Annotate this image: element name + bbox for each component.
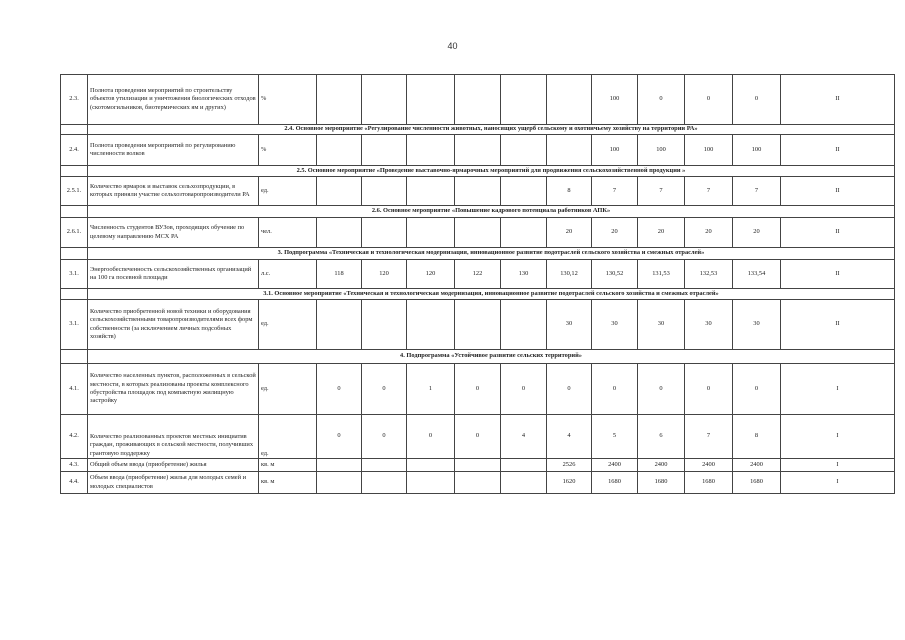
value-cell [362, 472, 407, 494]
indicator-name: Объем ввода (приобретение) жилья для молодых семей и молодых специалистов [88, 472, 259, 494]
value-cell [501, 75, 547, 125]
stage-cell: II [781, 75, 895, 125]
indicator-name: Количество реализованных проектов местных инициатив граждан, проживающих в сельской местности, получивших грантовую поддержку [88, 415, 259, 459]
value-cell: 0 [407, 415, 455, 459]
section-header-row [61, 289, 895, 300]
value-cell [455, 75, 501, 125]
value-cell: 7 [733, 177, 781, 206]
value-cell: 100 [733, 135, 781, 166]
section-title: 2.6. Основное мероприятие «Повышение кадрового потенциала работников АПК» [88, 206, 895, 218]
section-num-cell [61, 166, 88, 177]
value-cell: 0 [362, 415, 407, 459]
table-row [61, 218, 895, 248]
value-cell: 7 [685, 177, 733, 206]
value-cell: 30 [638, 300, 685, 350]
value-cell [407, 75, 455, 125]
section-num-cell [61, 125, 88, 135]
value-cell [407, 135, 455, 166]
stage-cell: II [781, 260, 895, 289]
section-num-cell [61, 289, 88, 300]
unit-cell: кв. м [259, 472, 317, 494]
value-cell: 0 [733, 75, 781, 125]
section-header-row [61, 350, 895, 364]
value-cell: 0 [362, 364, 407, 415]
value-cell: 130,12 [547, 260, 592, 289]
value-cell: 30 [592, 300, 638, 350]
value-cell: 118 [317, 260, 362, 289]
value-cell [362, 300, 407, 350]
value-cell [455, 459, 501, 472]
indicator-name: Энергообеспеченность сельскохозяйственных организаций на 100 га посевной площади [88, 260, 259, 289]
value-cell [362, 135, 407, 166]
value-cell: 0 [592, 364, 638, 415]
table-row [61, 260, 895, 289]
unit-cell: кв. м [259, 459, 317, 472]
value-cell: 1680 [638, 472, 685, 494]
value-cell: 20 [685, 218, 733, 248]
stage-cell: II [781, 135, 895, 166]
indicator-name: Количество ярмарок и выставок сельхозпродукции, в которых приняли участие сельхозтоваропроизводители РА [88, 177, 259, 206]
unit-cell: ед. [259, 177, 317, 206]
table-row [61, 300, 895, 350]
value-cell: 30 [547, 300, 592, 350]
value-cell [455, 472, 501, 494]
value-cell: 133,54 [733, 260, 781, 289]
value-cell: 7 [685, 415, 733, 459]
value-cell: 4 [501, 415, 547, 459]
value-cell [407, 459, 455, 472]
value-cell [317, 75, 362, 125]
value-cell: 130 [501, 260, 547, 289]
value-cell: 120 [407, 260, 455, 289]
table-row [61, 459, 895, 472]
value-cell: 8 [733, 415, 781, 459]
row-number: 4.4. [61, 472, 88, 494]
section-title: 3.1. Основное мероприятие «Техническая и технологическая модернизация, инновационное развитие подотраслей сельского хозяйства и смежных отраслей» [88, 289, 895, 300]
value-cell [407, 300, 455, 350]
value-cell: 20 [547, 218, 592, 248]
value-cell [317, 218, 362, 248]
table-row [61, 472, 895, 494]
value-cell: 100 [638, 135, 685, 166]
value-cell [362, 75, 407, 125]
section-num-cell [61, 350, 88, 364]
value-cell: 2400 [638, 459, 685, 472]
value-cell: 20 [733, 218, 781, 248]
value-cell: 0 [455, 415, 501, 459]
row-number: 3.1. [61, 300, 88, 350]
unit-cell: ед. [259, 415, 317, 459]
value-cell: 1680 [733, 472, 781, 494]
value-cell [317, 472, 362, 494]
value-cell: 100 [592, 75, 638, 125]
value-cell [362, 459, 407, 472]
section-header-row [61, 206, 895, 218]
indicator-name: Полнота проведения мероприятий по регулированию численности волков [88, 135, 259, 166]
row-number: 4.3. [61, 459, 88, 472]
section-title: 4. Подпрограмма «Устойчивое развитие сельских территорий» [88, 350, 895, 364]
table-row [61, 177, 895, 206]
unit-cell: л.с. [259, 260, 317, 289]
value-cell: 0 [317, 364, 362, 415]
value-cell: 2400 [592, 459, 638, 472]
value-cell: 4 [547, 415, 592, 459]
value-cell: 130,52 [592, 260, 638, 289]
value-cell [407, 218, 455, 248]
page-number: 40 [447, 41, 458, 51]
row-number: 2.3. [61, 75, 88, 125]
value-cell: 0 [638, 75, 685, 125]
value-cell [501, 218, 547, 248]
section-num-cell [61, 206, 88, 218]
indicators-table [60, 74, 895, 494]
value-cell [317, 177, 362, 206]
value-cell [547, 75, 592, 125]
section-header-row [61, 248, 895, 260]
value-cell: 0 [685, 75, 733, 125]
value-cell [501, 459, 547, 472]
value-cell: 0 [685, 364, 733, 415]
value-cell: 0 [638, 364, 685, 415]
value-cell: 20 [638, 218, 685, 248]
row-number: 4.2. [61, 415, 88, 459]
indicator-name: Количество приобретенной новой техники и оборудования сельскохозяйственными товаропроизводителями всех форм собственности (за исключением личных подсобных хозяйств) [88, 300, 259, 350]
unit-cell: чел. [259, 218, 317, 248]
section-header-row [61, 166, 895, 177]
table-row [61, 135, 895, 166]
section-header-row [61, 125, 895, 135]
value-cell: 120 [362, 260, 407, 289]
stage-cell: I [781, 472, 895, 494]
unit-cell: ед. [259, 300, 317, 350]
section-title: 2.4. Основное мероприятие «Регулирование численности животных, наносящих ущерб сельскому и охотничьему хозяйству на территории РА» [88, 125, 895, 135]
value-cell: 100 [685, 135, 733, 166]
row-number: 2.6.1. [61, 218, 88, 248]
value-cell [455, 135, 501, 166]
value-cell: 0 [455, 364, 501, 415]
value-cell [362, 177, 407, 206]
value-cell: 7 [638, 177, 685, 206]
value-cell: 0 [317, 415, 362, 459]
value-cell: 6 [638, 415, 685, 459]
value-cell: 1 [407, 364, 455, 415]
value-cell: 1680 [685, 472, 733, 494]
value-cell [501, 300, 547, 350]
table-row [61, 75, 895, 125]
stage-cell: I [781, 415, 895, 459]
value-cell [501, 135, 547, 166]
value-cell: 20 [592, 218, 638, 248]
value-cell: 0 [501, 364, 547, 415]
row-number: 2.4. [61, 135, 88, 166]
value-cell: 2526 [547, 459, 592, 472]
value-cell: 30 [685, 300, 733, 350]
value-cell: 8 [547, 177, 592, 206]
indicator-name: Общий объем ввода (приобретение) жилья [88, 459, 259, 472]
value-cell [455, 300, 501, 350]
table-body [61, 75, 895, 494]
value-cell: 2400 [685, 459, 733, 472]
value-cell: 122 [455, 260, 501, 289]
row-number: 4.1. [61, 364, 88, 415]
row-number: 2.5.1. [61, 177, 88, 206]
stage-cell: I [781, 364, 895, 415]
value-cell: 5 [592, 415, 638, 459]
section-title: 3. Подпрограмма «Техническая и технологическая модернизация, инновационное развитие подотраслей сельского хозяйства и смежных отраслей» [88, 248, 895, 260]
stage-cell: I [781, 459, 895, 472]
value-cell: 0 [733, 364, 781, 415]
value-cell [501, 177, 547, 206]
table-row [61, 364, 895, 415]
value-cell: 1620 [547, 472, 592, 494]
table-row [61, 415, 895, 459]
value-cell: 2400 [733, 459, 781, 472]
value-cell [407, 177, 455, 206]
value-cell: 1680 [592, 472, 638, 494]
value-cell [317, 300, 362, 350]
value-cell [501, 472, 547, 494]
stage-cell: II [781, 218, 895, 248]
value-cell [407, 472, 455, 494]
value-cell: 100 [592, 135, 638, 166]
stage-cell: II [781, 300, 895, 350]
indicator-name: Полнота проведения мероприятий по строительству объектов утилизации и уничтожения биологических отходов (скотомогильников, биотермических ям и других) [88, 75, 259, 125]
section-num-cell [61, 248, 88, 260]
section-title: 2.5. Основное мероприятие «Проведение выставочно-ярмарочных мероприятий для продвижения сельскохозяйственной продукции » [88, 166, 895, 177]
value-cell: 132,53 [685, 260, 733, 289]
value-cell [317, 459, 362, 472]
stage-cell: II [781, 177, 895, 206]
unit-cell: % [259, 135, 317, 166]
unit-cell: % [259, 75, 317, 125]
value-cell [455, 177, 501, 206]
value-cell [317, 135, 362, 166]
value-cell [547, 135, 592, 166]
indicator-name: Количество населенных пунктов, расположенных в сельской местности, в которых реализованы проекты комплексного обустройства площадок под компактную жилищную застройку [88, 364, 259, 415]
value-cell: 131,53 [638, 260, 685, 289]
value-cell: 30 [733, 300, 781, 350]
value-cell [362, 218, 407, 248]
unit-cell: ед. [259, 364, 317, 415]
row-number: 3.1. [61, 260, 88, 289]
value-cell: 0 [547, 364, 592, 415]
indicator-name: Численность студентов ВУЗов, проходящих обучение по целевому направлению МСХ РА [88, 218, 259, 248]
value-cell [455, 218, 501, 248]
value-cell: 7 [592, 177, 638, 206]
